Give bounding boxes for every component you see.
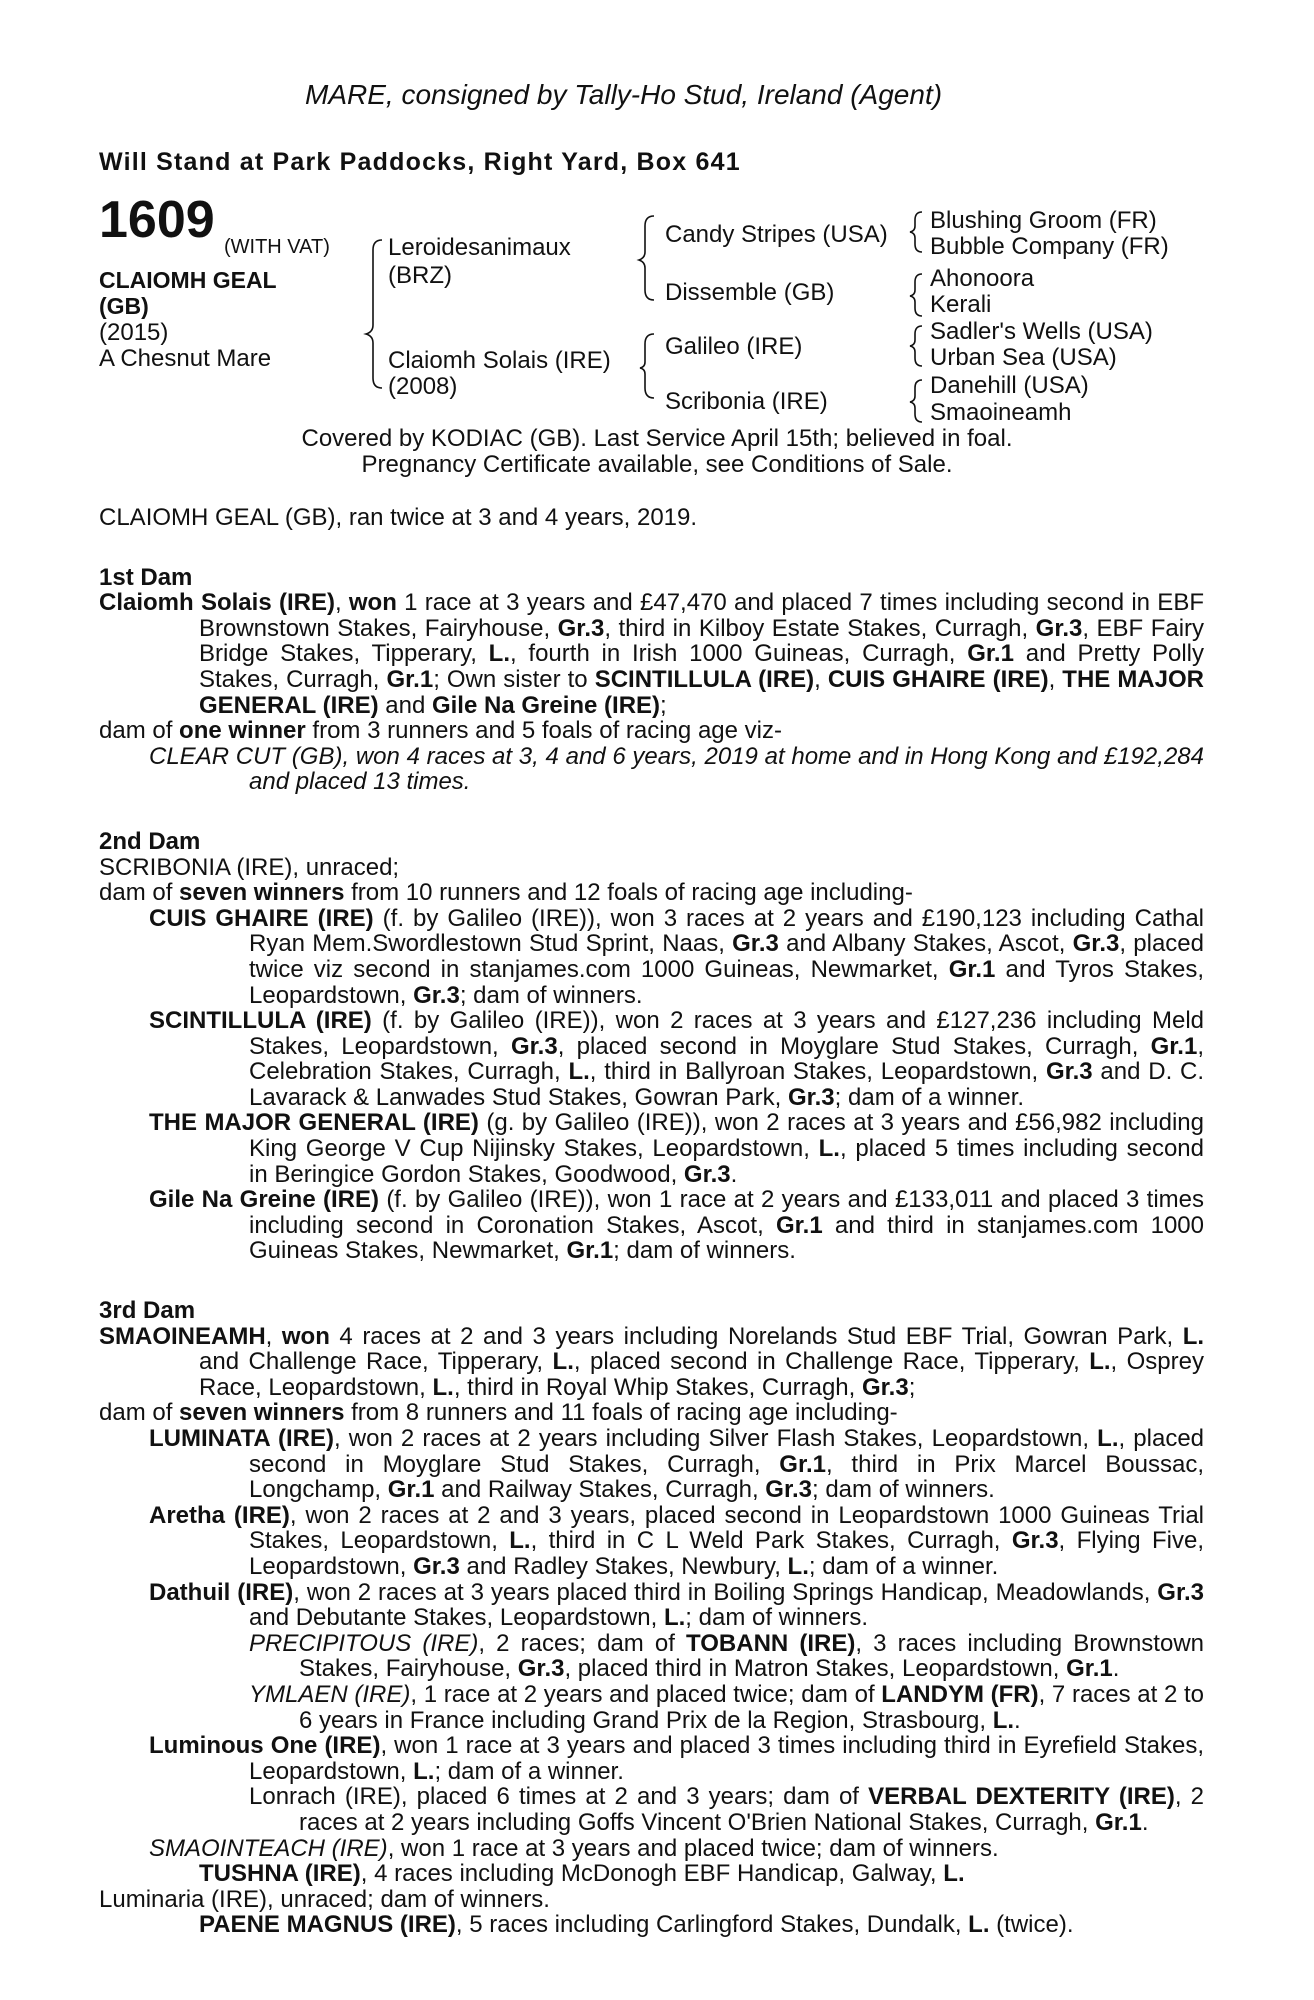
third-dam-heading: 3rd Dam [99,1297,196,1325]
third-dam-lonrach: Lonrach (IRE), placed 6 times at 2 and 3 years; dam of VERBAL DEXTERITY (IRE), 2 races at 2 years including Goffs Vincent O'Brien National Stakes, Curragh, Gr.1. [249,1783,1204,1836]
horse-country: (GB) [99,293,149,319]
third-dam-aretha: Aretha (IRE), won 2 races at 2 and 3 years, placed second in Leopardstown 1000 Guineas Trial Stakes, Leopardstown, L., third in C L Weld Park Stakes, Curragh, Gr.3, Flying Five, Leopardstown, Gr.3 and Radley Stakes, Newbury, L.; dam of a winner. [149,1501,1205,1580]
stand-location: Will Stand at Park Paddocks, Right Yard, Box 641 [99,148,741,176]
third-dam-dam-of: dam of seven winners from 8 runners and 11 foals of racing age including- [99,1399,898,1427]
g3-sss: Blushing Groom (FR) [930,207,1157,234]
third-dam-precipitous: PRECIPITOUS (IRE), 2 races; dam of TOBANN (IRE), 3 races including Brownstown Stakes, Fairyhouse, Gr.3, placed third in Matron Stakes, Leopardstown, Gr.1. [249,1629,1204,1683]
g3-sds: Ahonoora [930,265,1035,292]
dam-name: Claiomh Solais (IRE) [388,347,611,374]
third-dam-luminaria: Luminaria (IRE), unraced; dam of winners. [99,1885,550,1913]
g3-dds: Danehill (USA) [930,372,1089,399]
second-dam-produce-2: SCINTILLULA (IRE) (f. by Galileo (IRE)), won 2 races at 3 years and £127,236 including Meld Stakes, Leopardstown, Gr.3, placed second in Moyglare Stud Stakes, Curragh, Gr.1, Celebration Stakes, Curragh, L., third in Ballyroan Stakes, Leopardstown, Gr.3 and D. C. Lavarack & Lanwades Stud Stakes, Gowran Park, Gr.3; dam of a winner. [149,1007,1204,1111]
cover-line-1: Covered by KODIAC (GB). Last Service April 15th; believed in foal. [301,425,1013,452]
first-dam-paragraph: Claiomh Solais (IRE), won 1 race at 3 years and £47,470 and placed 7 times including second in EBF Brownstown Stakes, Fairyhouse, Gr.3, third in Kilboy Estate Stakes, Curragh, Gr.3, EBF Fairy Bridge Stakes, Tipperary, L., fourth in Irish 1000 Guineas, Curragh, Gr.1 and Pretty Polly Stakes, Curragh, Gr.1; Own sister to SCINTILLULA (IRE), CUIS GHAIRE (IRE), THE MAJOR GENERAL (IRE) and Gile Na Greine (IRE); [99,589,1205,719]
first-dam-heading: 1st Dam [99,563,193,591]
dam-dam: Scribonia (IRE) [665,388,828,415]
horse-name: CLAIOMH GEAL [99,267,277,293]
page-header: MARE, consigned by Tally-Ho Stud, Ireland (Agent) [305,79,943,110]
foaling-year: (2015) [99,319,169,346]
second-dam-produce-3: THE MAJOR GENERAL (IRE) (g. by Galileo (IRE)), won 2 races at 3 years and £56,982 including King George V Cup Nijinsky Stakes, Leopardstown, L., placed 5 times including second in Beringice Gordon Stakes, Goodwood, Gr.3. [149,1109,1205,1188]
g3-dss: Sadler's Wells (USA) [930,318,1153,345]
second-dam-produce-4: Gile Na Greine (IRE) (f. by Galileo (IRE)), won 1 race at 2 years and £133,011 and placed 3 times including second in Coronation Stakes, Ascot, Gr.1 and third in stanjames.com 1000 Guineas Stakes, Newmarket, Gr.1; dam of winners. [149,1186,1205,1265]
horse-description: A Chesnut Mare [99,345,272,372]
g3-ddd: Smaoineamh [930,399,1072,426]
second-dam-heading: 2nd Dam [99,827,201,855]
third-dam-luminous-one: Luminous One (IRE), won 1 race at 3 years and placed 3 times including third in Eyrefield Stakes, Leopardstown, L.; dam of a winner. [149,1732,1204,1785]
dam-year: (2008) [388,373,458,400]
sire-dam: Dissemble (GB) [665,279,835,306]
cover-line-2: Pregnancy Certificate available, see Conditions of Sale. [361,451,953,478]
third-dam-tushna: TUSHNA (IRE), 4 races including McDonogh EBF Handicap, Galway, L. [199,1860,965,1888]
dam-sire: Galileo (IRE) [665,333,803,360]
third-dam-luminata: LUMINATA (IRE), won 2 races at 2 years including Silver Flash Stakes, Leopardstown, L., placed second in Moyglare Stud Stakes, Curragh, Gr.1, third in Prix Marcel Boussac, Longchamp, Gr.1 and Railway Stakes, Curragh, Gr.3; dam of winners. [149,1425,1205,1504]
first-dam-dam-of: dam of one winner from 3 runners and 5 foals of racing age viz- [99,717,782,745]
g3-dsd: Urban Sea (USA) [930,344,1117,371]
lot-number: 1609 [99,191,215,249]
third-dam-dathuil: Dathuil (IRE), won 2 races at 3 years placed third in Boiling Springs Handicap, Meadowlands, Gr.3 and Debutante Stakes, Leopardstown, L.; dam of winners. [149,1578,1204,1632]
sire-country: (BRZ) [388,262,452,289]
g3-ssd: Bubble Company (FR) [930,233,1169,260]
third-dam-ymlaen: YMLAEN (IRE), 1 race at 2 years and placed twice; dam of LANDYM (FR), 7 races at 2 to 6 years in France including Grand Prix de la Region, Strasbourg, L.. [249,1680,1205,1734]
sire-sire: Candy Stripes (USA) [665,221,888,248]
second-dam-produce-1: CUIS GHAIRE (IRE) (f. by Galileo (IRE)), won 3 races at 2 years and £190,123 including Cathal Ryan Mem.Swordlestown Stud Sprint, Naas, Gr.3 and Albany Stakes, Ascot, Gr.3, placed twice viz second in stanjames.com 1000 Guineas, Newmarket, Gr.1 and Tyros Stakes, Leopardstown, Gr.3; dam of winners. [149,904,1205,1009]
third-dam-paene-magnus: PAENE MAGNUS (IRE), 5 races including Carlingford Stakes, Dundalk, L. (twice). [199,1911,1074,1939]
g3-sdd: Kerali [930,291,992,318]
vat-note: (WITH VAT) [224,236,330,258]
catalogue-body [99,505,1204,1938]
second-dam-dam-of: dam of seven winners from 10 runners and 12 foals of racing age including- [99,879,913,907]
third-dam-smaointeach: SMAOINTEACH (IRE), won 1 race at 3 years and placed twice; dam of winners. [149,1834,999,1862]
sire-name: Leroidesanimaux [388,234,571,261]
intro-line: CLAIOMH GEAL (GB), ran twice at 3 and 4 years, 2019. [99,504,698,531]
first-dam-foal: CLEAR CUT (GB), won 4 races at 3, 4 and 6 years, 2019 at home and in Hong Kong and £192,284 and placed 13 times. [149,742,1204,796]
second-dam-line: SCRIBONIA (IRE), unraced; [99,853,400,881]
third-dam-paragraph: SMAOINEAMH, won 4 races at 2 and 3 years including Norelands Stud EBF Trial, Gowran Park, L. and Challenge Race, Tipperary, L., placed second in Challenge Race, Tipperary, L., Osprey Race, Leopardstown, L., third in Royal Whip Stakes, Curragh, Gr.3; [99,1322,1205,1401]
